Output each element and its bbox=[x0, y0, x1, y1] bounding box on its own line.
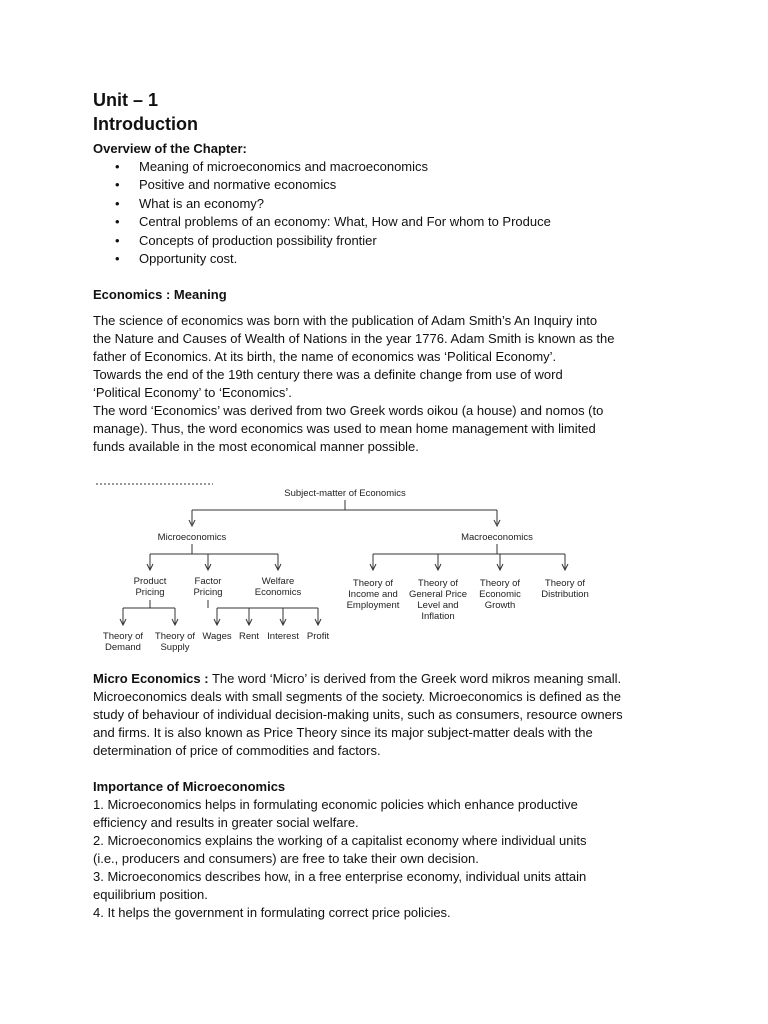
list-item: • Opportunity cost. bbox=[139, 250, 683, 268]
unit-title: Unit – 1 bbox=[93, 90, 159, 110]
text-line: father of Economics. At its birth, the name of economics was ‘Political Economy’. bbox=[93, 349, 557, 365]
list-item: • Concepts of production possibility frontier bbox=[139, 232, 683, 250]
text-line: manage). Thus, the word economics was used to mean home management with limited bbox=[93, 421, 596, 437]
text-line: The word ‘Economics’ was derived from two Greek words oikou (a house) and nomos (to bbox=[93, 403, 604, 419]
node-label: Welfare bbox=[261, 576, 295, 587]
arrow-head bbox=[497, 554, 503, 570]
node-label: Profit bbox=[306, 631, 330, 642]
micro-first-line: The word ‘Micro’ is derived from the Greek word mikros meaning small. bbox=[208, 671, 622, 686]
text-line: 1. Microeconomics helps in formulating economic policies which enhance productive bbox=[93, 797, 578, 812]
subject-matter-diagram bbox=[93, 478, 633, 658]
text-line: 4. It helps the government in formulating correct price policies. bbox=[93, 905, 451, 920]
node-label: Interest bbox=[267, 631, 299, 642]
node-label: Theory of bbox=[352, 578, 394, 589]
meaning-heading: Economics : Meaning bbox=[93, 287, 227, 303]
text-line: the Nature and Causes of Wealth of Nations in the year 1776. Adam Smith is known as the bbox=[93, 331, 615, 347]
micro-label: Micro Economics : bbox=[93, 671, 209, 686]
node-label: Product bbox=[133, 576, 167, 587]
text-line bbox=[93, 670, 683, 688]
node-label: Theory of bbox=[417, 578, 459, 589]
text-line: Towards the end of the 19th century there was a definite change from use of word bbox=[93, 367, 563, 383]
text-line: 3. Microeconomics describes how, in a free enterprise economy, individual units attain bbox=[93, 869, 587, 884]
node-label: Economics bbox=[254, 587, 302, 598]
text-line: funds available in the most economical manner possible. bbox=[93, 439, 419, 455]
arrow-head bbox=[205, 554, 211, 570]
chapter-title: Introduction bbox=[93, 114, 198, 134]
overview-heading: Overview of the Chapter: bbox=[93, 141, 247, 156]
node-label: Inflation bbox=[421, 611, 455, 622]
node-label: Demand bbox=[105, 642, 141, 653]
arrow-head bbox=[214, 608, 220, 625]
node-label: Theory of bbox=[102, 631, 144, 642]
node-label: General Price bbox=[408, 589, 468, 600]
text-line: Microeconomics deals with small segments of the society. Microeconomics is defined as the bbox=[93, 689, 621, 704]
arrow-head bbox=[275, 554, 281, 570]
node-label: Supply bbox=[160, 642, 190, 653]
text-line: study of behaviour of individual decision-making units, such as consumers, resource owners bbox=[93, 707, 623, 722]
list-item: • Positive and normative economics bbox=[139, 176, 683, 194]
overview-list bbox=[93, 158, 683, 268]
node-label: Level and bbox=[417, 600, 459, 611]
node-label: Theory of bbox=[479, 578, 521, 589]
node-label: Pricing bbox=[193, 587, 223, 598]
node-label: Pricing bbox=[135, 587, 165, 598]
list-item: • What is an economy? bbox=[139, 195, 683, 213]
arrow-head bbox=[172, 608, 178, 625]
arrow-head bbox=[315, 608, 321, 625]
node-label: Distribution bbox=[541, 589, 589, 600]
arrow-head bbox=[120, 608, 126, 625]
arrow-head bbox=[246, 608, 252, 625]
node-label: Growth bbox=[484, 600, 516, 611]
micro-section bbox=[93, 670, 683, 922]
node-label: Theory of bbox=[544, 578, 586, 589]
node-label: Wages bbox=[202, 631, 232, 642]
macro-node: Macroeconomics bbox=[461, 532, 533, 543]
text-line: efficiency and results in greater social welfare. bbox=[93, 815, 359, 830]
text-line: determination of price of commodities and factors. bbox=[93, 743, 381, 758]
list-item: • Meaning of microeconomics and macroeconomics bbox=[139, 158, 683, 176]
text-line: and firms. It is also known as Price Theory since its major subject-matter deals with the bbox=[93, 725, 593, 740]
list-item: • Central problems of an economy: What, How and For whom to Produce bbox=[139, 213, 683, 231]
micro-node: Microeconomics bbox=[157, 532, 227, 543]
node-label: Economic bbox=[479, 589, 521, 600]
text-line: 2. Microeconomics explains the working of a capitalist economy where individual units bbox=[93, 833, 587, 848]
text-line: ‘Political Economy’ to ‘Economics’. bbox=[93, 385, 292, 401]
node-label: Employment bbox=[346, 600, 400, 611]
text-line: (i.e., producers and consumers) are free to take their own decision. bbox=[93, 851, 479, 866]
node-label: Rent bbox=[238, 631, 260, 642]
text-line: The science of economics was born with the publication of Adam Smith’s An Inquiry into bbox=[93, 313, 598, 329]
node-label: Income and bbox=[348, 589, 398, 600]
importance-heading: Importance of Microeconomics bbox=[93, 779, 286, 794]
arrow-head bbox=[435, 554, 441, 570]
arrow-head bbox=[370, 554, 376, 570]
arrow-head bbox=[147, 554, 153, 570]
node-label: Theory of bbox=[154, 631, 196, 642]
diagram-root-label: Subject-matter of Economics bbox=[284, 488, 406, 499]
node-label: Factor bbox=[194, 576, 222, 587]
meaning-paragraph bbox=[93, 312, 683, 456]
arrow-head bbox=[280, 608, 286, 625]
arrow-head bbox=[562, 554, 568, 570]
text-line: equilibrium position. bbox=[93, 887, 208, 902]
page-content bbox=[93, 88, 683, 456]
